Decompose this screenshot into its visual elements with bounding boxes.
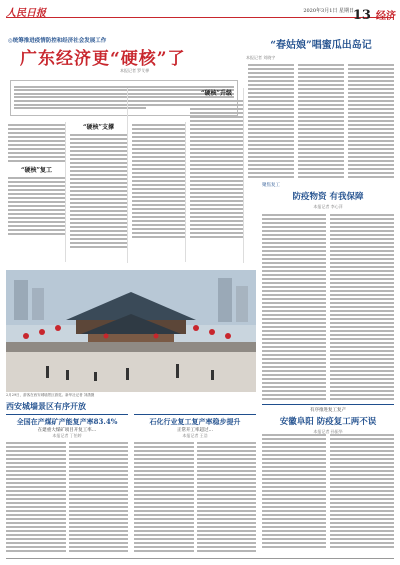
petro-subtitle: 正常开工率超过… — [177, 428, 213, 433]
lead-column-4 — [190, 88, 244, 263]
anhui-story — [262, 404, 394, 435]
right-story — [246, 36, 396, 61]
masthead — [6, 4, 396, 23]
anhui-kicker: 有序推进复工复产 — [310, 408, 346, 413]
right-story-title: “春姑娘”唱蜜瓜出岛记 — [270, 40, 372, 51]
subhead-hardcore-revival: “硬核”复工 — [21, 167, 52, 174]
right-story-body — [248, 62, 394, 182]
section-header — [353, 4, 396, 23]
market-byline: 本报记者 李心萍 — [313, 204, 343, 209]
anhui-byline: 本报记者 孙振华 — [313, 429, 343, 434]
coal-story — [6, 414, 128, 439]
subhead-hardcore-support: “硬核”支撑 — [83, 124, 114, 131]
petro-story — [134, 414, 256, 439]
petro-byline: 本报记者 王浩 — [182, 433, 208, 438]
right-story-byline: 本报记者 刘晓宇 — [246, 55, 276, 60]
coal-title: 全国在产煤矿产能复产率83.4% — [16, 417, 118, 426]
photo-title: 西安城墙景区有序开放 — [6, 401, 86, 411]
market-body — [262, 212, 394, 402]
lead-kicker: ◎统筹推进疫情防控和经济社会发展工作 — [8, 38, 107, 44]
page-number: 13 — [352, 8, 371, 23]
section-name: 经济 — [376, 11, 396, 22]
lead-headline: 广东经济更“硬核”了 — [20, 49, 186, 69]
footer-rule — [6, 558, 394, 559]
photo-caption: 2月29日，游客在西安城墙景区游览。新华社记者 刘潇摄 — [6, 393, 95, 397]
photo-xian-city-wall — [6, 270, 256, 392]
lead-byline: 本报记者 罗艾桦 — [120, 68, 150, 73]
subhead-hardcore-upgrade: “硬核”升级 — [201, 90, 232, 97]
anhui-body — [262, 432, 394, 552]
anhui-title: 安徽阜阳 防疫复工两不误 — [279, 417, 377, 427]
city-wall-image — [6, 270, 256, 392]
newspaper-logo: 人民日报 — [6, 8, 46, 19]
market-title: 防疫物资 有我保障 — [292, 192, 364, 202]
coal-body — [6, 440, 128, 554]
petro-title: 石化行业复工复产率稳步提升 — [149, 417, 241, 426]
lead-column-2 — [70, 88, 128, 263]
coal-subtitle: 在建重大煤矿项目开复工率… — [37, 428, 97, 433]
market-kicker: 聚焦复工 — [262, 183, 280, 188]
lead-column-3 — [132, 122, 186, 262]
petro-body — [134, 440, 256, 554]
lead-column-1 — [8, 122, 66, 262]
coal-byline: 本报记者 丁怡婷 — [52, 433, 82, 438]
issue-date: 2020年3月1日 星期日 — [303, 8, 354, 14]
market-story — [262, 182, 394, 210]
